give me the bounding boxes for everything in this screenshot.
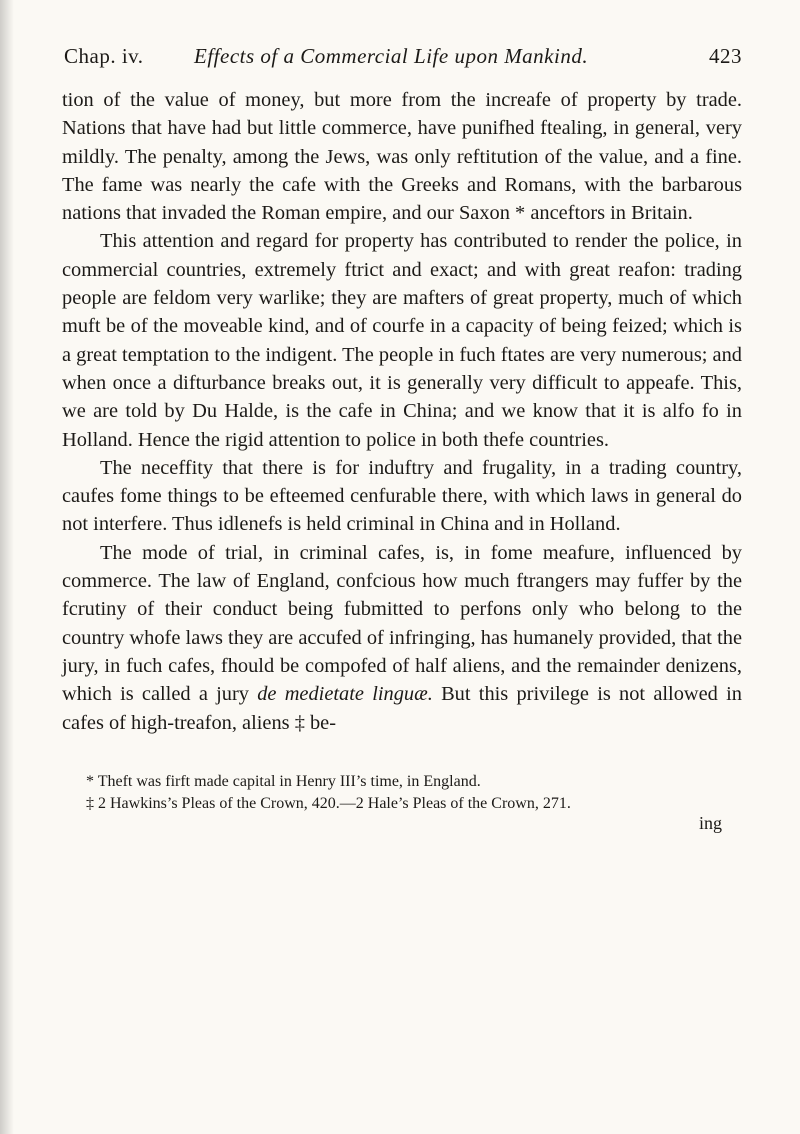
footnotes	[62, 771, 742, 815]
latin-phrase: de medietate linguæ.	[257, 683, 433, 706]
catchword: ing	[698, 812, 722, 833]
paragraph-text: But this privilege is not allowed in cafes of high-treafon, aliens ‡ be-	[62, 683, 742, 734]
footnote: * Theft was firft made capital in Henry III’s time, in England.	[86, 772, 481, 790]
running-title: Effects of a Commercial Life upon Mankind.	[194, 44, 589, 68]
running-header	[62, 40, 742, 70]
page-number: 423	[709, 44, 742, 68]
binding-shadow	[0, 0, 14, 1134]
paragraph: This attention and regard for property has contributed to render the police, in commercial countries, extremely ftrict and exact; and with great reafon: trading people are feldom very warlike; they are mafters of great property, much of which muft be of the moveable kind, and of courfe in a capacity of being feized; which is a great temptation to the indigent. The people in fuch ftates are very numerous; and when once a difturbance breaks out, it is generally very difficult to appeafe. This, we are told by Du Halde, is the cafe in China; and we know that it is alfo fo in Holland. Hence the rigid attention to police in both thefe countries.	[62, 230, 742, 451]
chapter-label: Chap. iv.	[64, 44, 144, 68]
body-text	[62, 86, 742, 737]
paragraph: The neceffity that there is for induftry and frugality, in a trading country, caufes fome things to be efteemed cenfurable there, with which laws in general do not interfere. Thus idlenefs is held criminal in China and in Holland.	[62, 456, 742, 536]
paragraph-text: The mode of trial, in criminal cafes, is, in fome meafure, influenced by commerce. The law of England, confcious how much ftrangers may fuffer by the fcrutiny of their conduct being fubmitted to perfons only who belong to the country whofe laws they are accufed of infringing, has humanely provided, that the jury, in fuch cafes, fhould be compofed of half aliens, and the remainder denizens, which is called a jury	[62, 541, 742, 706]
paragraph: tion of the value of money, but more from the increafe of property by trade. Nations that have had but little commerce, have punifhed ftealing, in general, very mildly. The penalty, among the Jews, was only reftitution of the value, and a fine. The fame was nearly the cafe with the Greeks and Romans, with the barbarous nations that invaded the Roman empire, and our Saxon * anceftors in Britain.	[62, 89, 742, 225]
paragraph	[62, 539, 742, 737]
book-page	[62, 40, 742, 834]
footnote: ‡ 2 Hawkins’s Pleas of the Crown, 420.—2 Hale’s Pleas of the Crown, 271.	[86, 794, 571, 812]
